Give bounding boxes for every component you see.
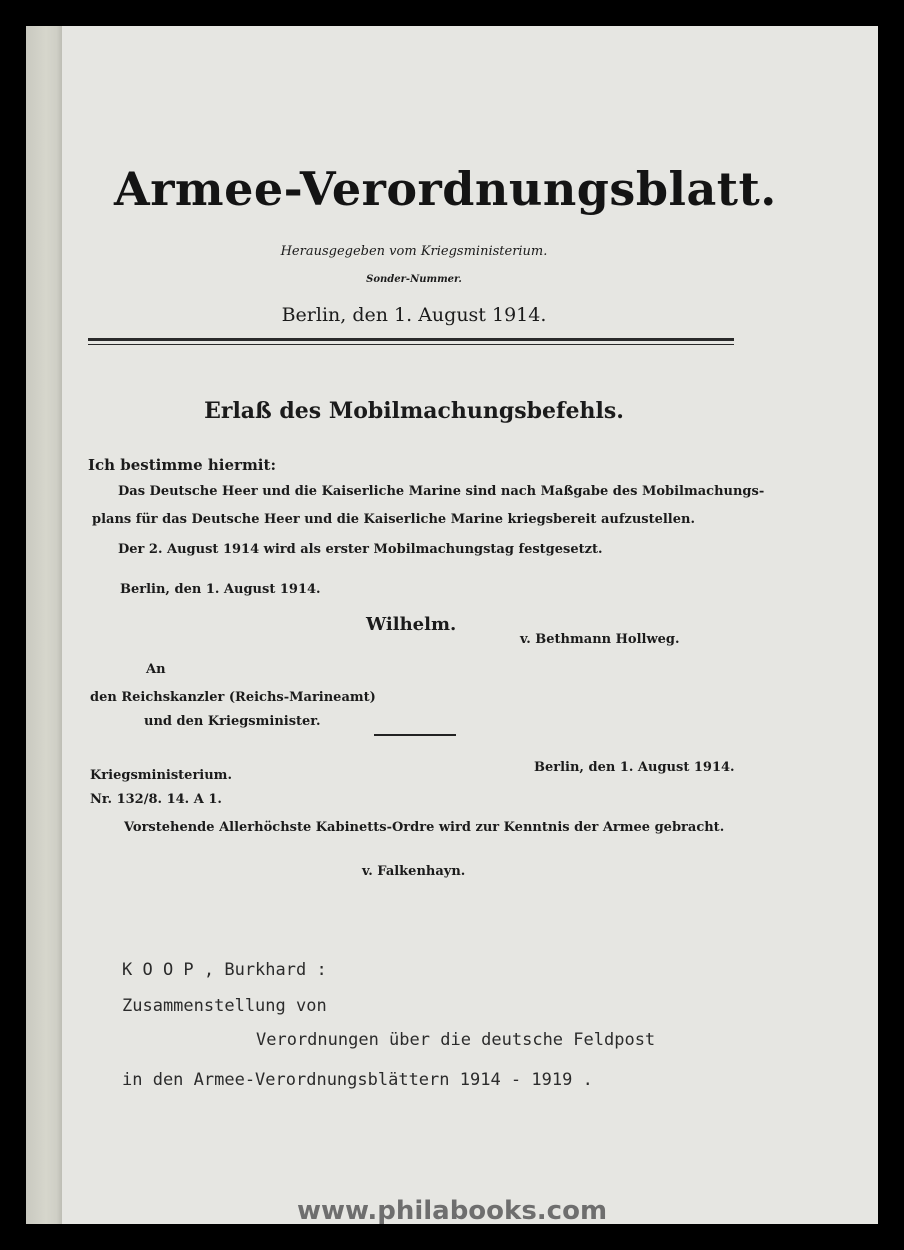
decree-intro: Ich bestimme hiermit: xyxy=(88,456,276,474)
typed-line-1: Zusammenstellung von xyxy=(122,996,327,1016)
chancellor-countersign: v. Bethmann Hollweg. xyxy=(520,632,680,647)
recipient-line-1: den Reichskanzler (Reichs-Marineamt) xyxy=(90,690,376,705)
document-page xyxy=(26,26,878,1224)
publisher-line: Herausgegeben vom Kriegsministerium. xyxy=(280,244,548,259)
minister-signature: v. Falkenhayn. xyxy=(362,864,466,879)
section-divider xyxy=(374,734,456,736)
edition-line: Sonder-Nummer. xyxy=(366,274,462,285)
ministry-date: Berlin, den 1. August 1914. xyxy=(534,760,735,775)
gazette-title: Armee-Verordnungsblatt. xyxy=(114,162,777,216)
emperor-signature: Wilhelm. xyxy=(366,614,457,635)
header-dateline: Berlin, den 1. August 1914. xyxy=(281,304,547,326)
decree-place-date: Berlin, den 1. August 1914. xyxy=(120,582,321,597)
typed-line-2: Verordnungen über die deutsche Feldpost xyxy=(256,1030,656,1050)
typed-author: K O O P , Burkhard : xyxy=(122,960,327,980)
typed-line-3: in den Armee-Verordnungsblättern 1914 - 1919 . xyxy=(122,1070,593,1090)
address-an: An xyxy=(146,662,166,677)
ministry-note: Vorstehende Allerhöchste Kabinetts-Ordre wird zur Kenntnis der Armee gebracht. xyxy=(124,820,725,835)
decree-line-1: Das Deutsche Heer und die Kaiserliche Marine sind nach Maßgabe des Mobilmachungs- xyxy=(118,484,765,499)
header-rule-thick xyxy=(88,338,734,341)
header-rule-thin xyxy=(88,344,734,345)
watermark-url: www.philabooks.com xyxy=(296,1196,608,1224)
decree-heading: Erlaß des Mobilmachungsbefehls. xyxy=(204,398,624,424)
ministry-name: Kriegsministerium. xyxy=(90,768,232,783)
recipient-line-2: und den Kriegsminister. xyxy=(144,714,321,729)
ministry-number: Nr. 132/8. 14. A 1. xyxy=(90,792,222,807)
decree-line-2: plans für das Deutsche Heer und die Kaiserliche Marine kriegsbereit aufzustellen. xyxy=(92,512,695,527)
decree-line-3: Der 2. August 1914 wird als erster Mobilmachungstag festgesetzt. xyxy=(118,542,603,557)
binding-spine xyxy=(26,26,62,1224)
